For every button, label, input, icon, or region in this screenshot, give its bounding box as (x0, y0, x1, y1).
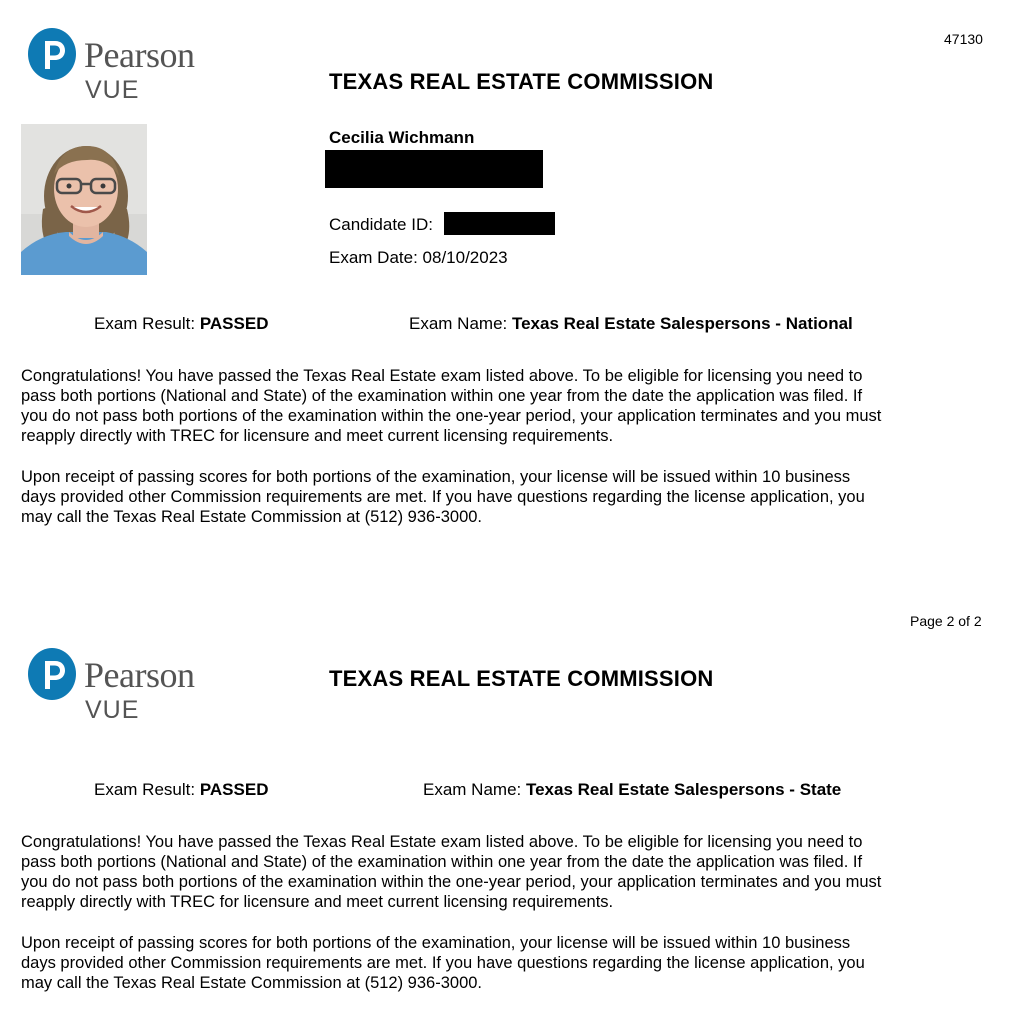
document-number: 47130 (944, 31, 983, 47)
redacted-block (325, 150, 543, 188)
logo-sub: VUE (85, 696, 140, 724)
exam-date-label: Exam Date: (329, 248, 418, 267)
logo-brand: Pearson (84, 655, 195, 695)
exam-name-1 (409, 314, 853, 334)
exam-name-label: Exam Name: (423, 780, 522, 799)
paragraph-line: days provided other Commission requirements are met. If you have questions regarding the license application, you (21, 488, 865, 506)
paragraph-line: Upon receipt of passing scores for both portions of the examination, your license will be issued within 10 business (21, 468, 851, 486)
page-title: TEXAS REAL ESTATE COMMISSION (329, 69, 714, 94)
paragraph-line: may call the Texas Real Estate Commission at (512) 936-3000. (21, 974, 483, 992)
exam-result-value: PASSED (199, 314, 269, 333)
exam-date-value: 08/10/2023 (422, 248, 508, 267)
exam-result-1 (94, 314, 268, 334)
page-indicator: Page 2 of 2 (910, 613, 982, 629)
pearson-vue-logo (28, 28, 208, 108)
redacted-candidate-id (444, 212, 555, 235)
exam-name-label: Exam Name: (409, 314, 508, 333)
paragraph-line: pass both portions (National and State) of the examination within one year from the date the application was filed. If (21, 853, 863, 871)
paragraph-line: you do not pass both portions of the examination within the one-year period, your application terminates and you must (21, 873, 882, 891)
exam-date (329, 248, 508, 268)
paragraph-line: Upon receipt of passing scores for both portions of the examination, your license will be issued within 10 business (21, 934, 851, 952)
pearson-p-icon (28, 648, 76, 700)
paragraph-line: pass both portions (National and State) of the examination within one year from the date the application was filed. If (21, 387, 863, 405)
paragraph-line: days provided other Commission requirements are met. If you have questions regarding the license application, you (21, 954, 865, 972)
exam-name-value: Texas Real Estate Salespersons - National (511, 314, 853, 333)
exam-name-2 (423, 780, 841, 800)
paragraph-line: reapply directly with TREC for licensure and meet current licensing requirements. (21, 893, 614, 911)
pearson-vue-logo (28, 648, 208, 728)
exam-result-label: Exam Result: (94, 314, 196, 333)
pearson-p-icon (28, 28, 76, 80)
license-paragraph-1 (21, 467, 996, 527)
candidate-photo (21, 124, 147, 275)
exam-result-label: Exam Result: (94, 780, 196, 799)
candidate-id-label: Candidate ID: (329, 215, 433, 234)
exam-name-value: Texas Real Estate Salespersons - State (525, 780, 842, 799)
paragraph-line: may call the Texas Real Estate Commission at (512) 936-3000. (21, 508, 483, 526)
paragraph-line: Congratulations! You have passed the Texas Real Estate exam listed above. To be eligible for licensing you need to (21, 367, 863, 385)
paragraph-line: you do not pass both portions of the examination within the one-year period, your application terminates and you must (21, 407, 882, 425)
logo-brand: Pearson (84, 35, 195, 75)
paragraph-line: Congratulations! You have passed the Texas Real Estate exam listed above. To be eligible for licensing you need to (21, 833, 863, 851)
paragraph-line: reapply directly with TREC for licensure and meet current licensing requirements. (21, 427, 614, 445)
congrats-paragraph-2 (21, 832, 996, 912)
page-title: TEXAS REAL ESTATE COMMISSION (329, 666, 714, 691)
license-paragraph-2 (21, 933, 996, 993)
logo-sub: VUE (85, 76, 140, 104)
exam-result-2 (94, 780, 268, 800)
congrats-paragraph-1 (21, 366, 996, 446)
candidate-name: Cecilia Wichmann (329, 128, 475, 147)
exam-result-value: PASSED (199, 780, 269, 799)
